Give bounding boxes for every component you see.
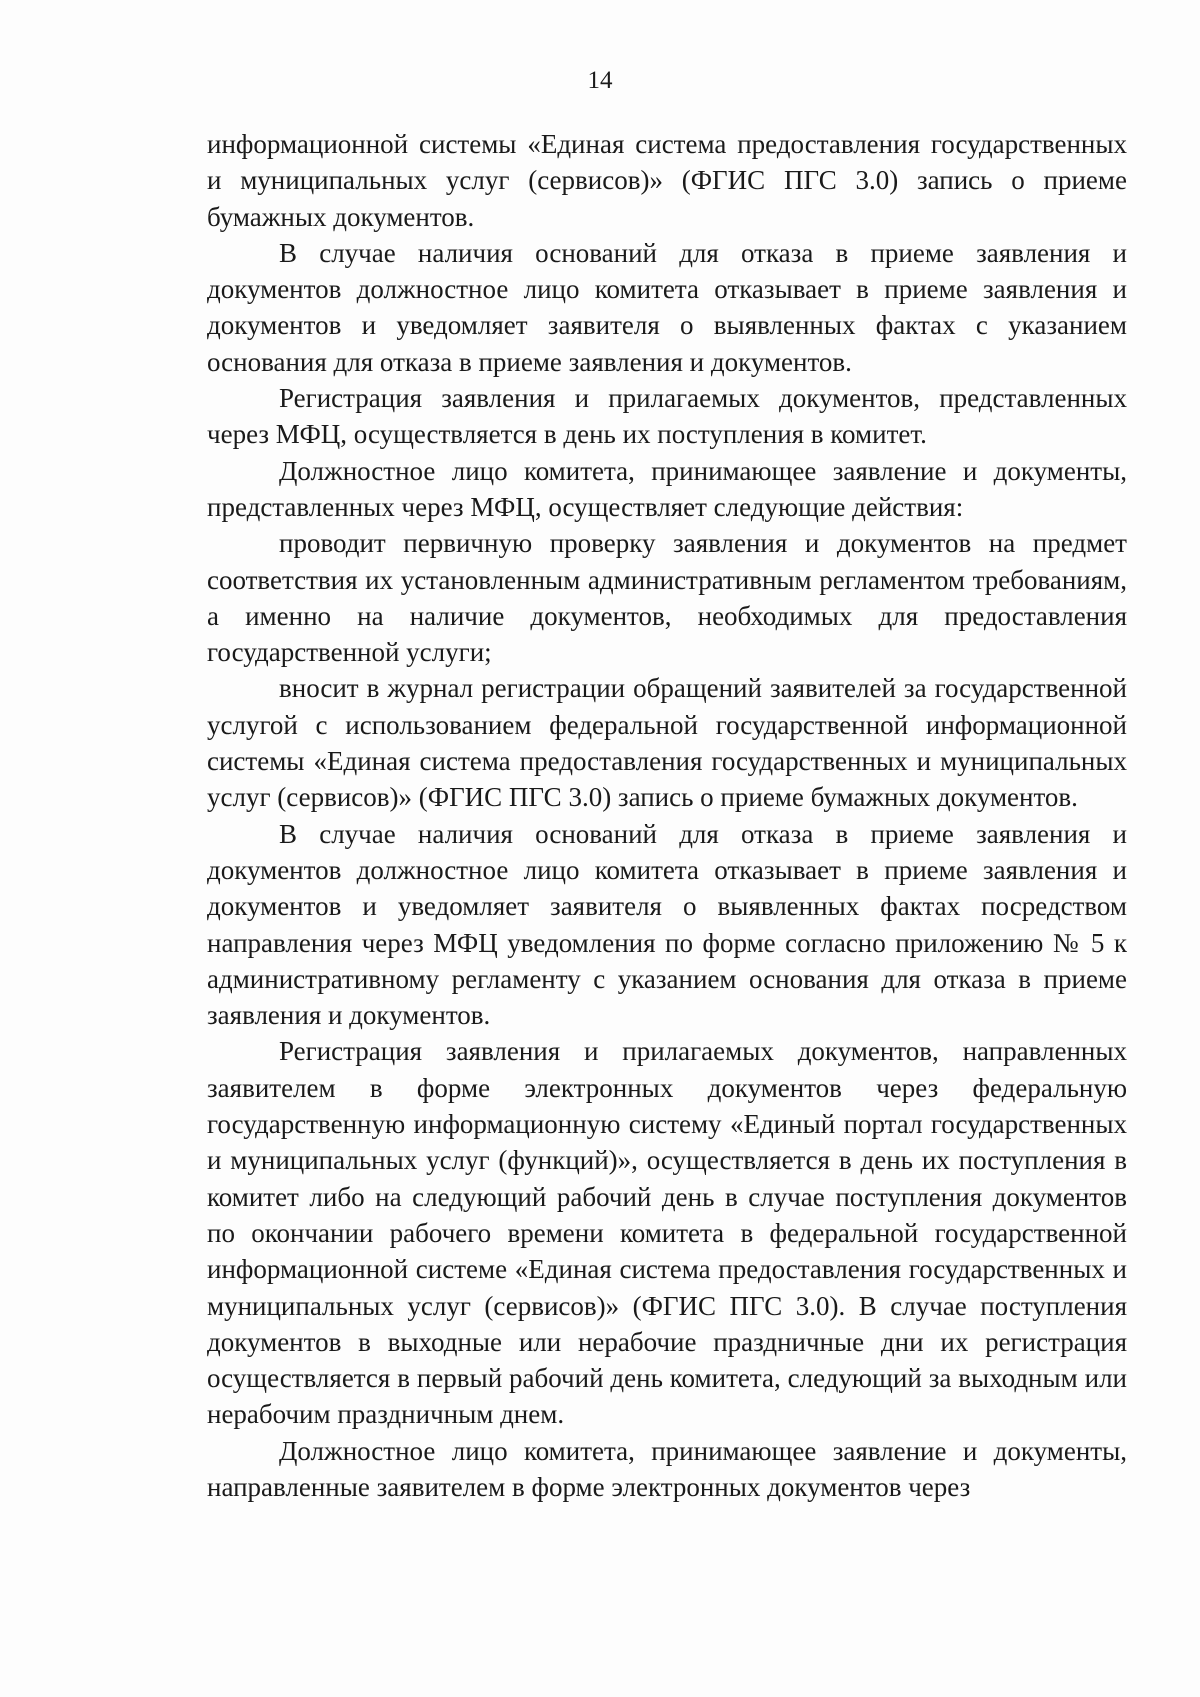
paragraph: В случае наличия оснований для отказа в приеме заявления и документов должностное лицо комитета отказывает в приеме заявления и документов и уведомляет заявителя о выявленных фактах с указанием основания для отказа в приеме заявления и документов. xyxy=(207,237,1127,377)
paragraph: проводит первичную проверку заявления и документов на предмет соответствия их установленным административным регламентом требованиям, а именно на наличие документов, необходимых для предоставления государственной услуги; xyxy=(207,528,1127,668)
paragraph: вносит в журнал регистрации обращений заявителей за государственной услугой с использованием федеральной государственной информационной системы «Единая система предоставления государственных и муниципальных услуг (сервисов)» (ФГИС ПГС 3.0) запись о приеме бумажных документов. xyxy=(207,673,1127,813)
paragraph: Регистрация заявления и прилагаемых документов, представленных через МФЦ, осуществляется в день их поступления в комитет. xyxy=(207,383,1127,450)
paragraph: Регистрация заявления и прилагаемых документов, направленных заявителем в форме электронных документов через федеральную государственную информационную систему «Единый портал государственных и муниципальных услуг (функций)», осуществляется в день их поступления в комитет либо на следующий рабочий день в случае поступления документов по окончании рабочего времени комитета в федеральной государственной информационной системе «Единая система предоставления государственных и муниципальных услуг (сервисов)» (ФГИС ПГС 3.0). В случае поступления документов в выходные или нерабочие праздничные дни их регистрация осуществляется в первый рабочий день комитета, следующий за выходным или нерабочим праздничным днем. xyxy=(207,1036,1127,1430)
page-number: 14 xyxy=(587,67,613,94)
paragraph: Должностное лицо комитета, принимающее заявление и документы, направленные заявителем в форме электронных документов через xyxy=(207,1435,1127,1502)
paragraph: В случае наличия оснований для отказа в приеме заявления и документов должностное лицо комитета отказывает в приеме заявления и документов и уведомляет заявителя о выявленных фактах посредством направления через МФЦ уведомления по форме согласно приложению № 5 к административному регламенту с указанием основания для отказа в приеме заявления и документов. xyxy=(207,818,1127,1031)
paragraph-continuation: информационной системы «Единая система предоставления государственных и муниципальных услуг (сервисов)» (ФГИС ПГС 3.0) запись о приеме бумажных документов. xyxy=(207,129,1127,232)
document-body xyxy=(207,126,1127,1505)
paragraph: Должностное лицо комитета, принимающее заявление и документы, представленных через МФЦ, осуществляет следующие действия: xyxy=(207,455,1127,522)
